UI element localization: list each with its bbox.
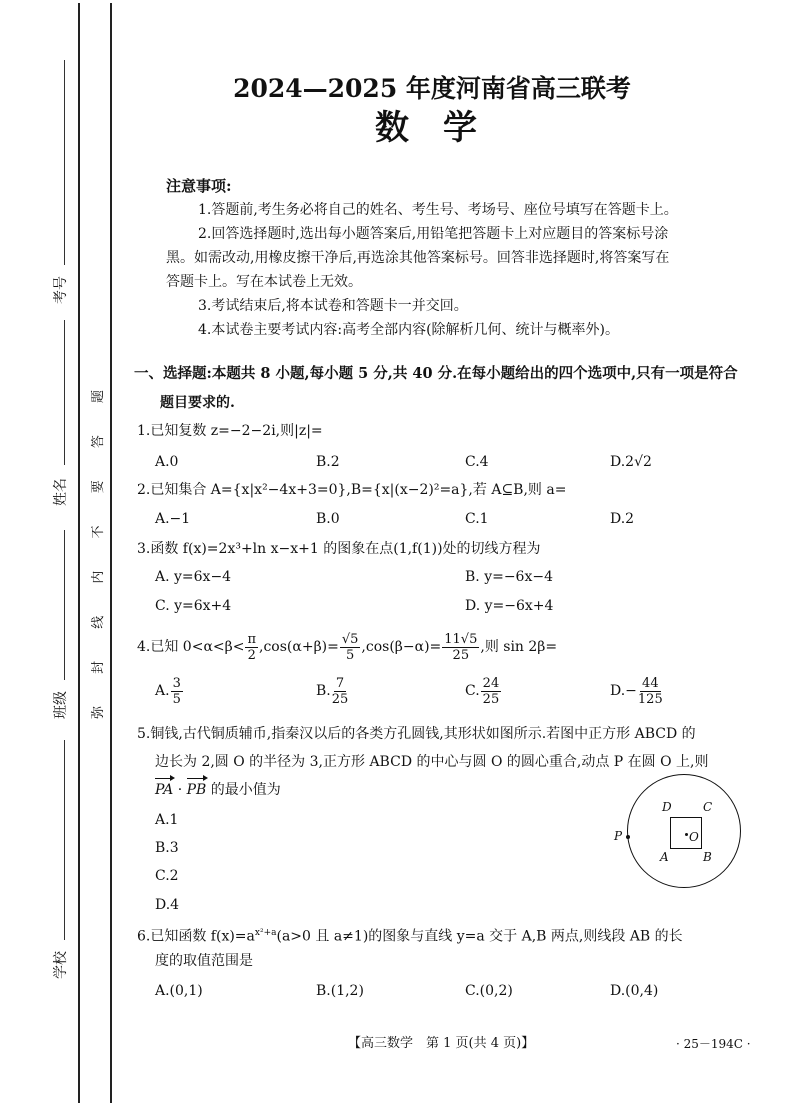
vector-pa: PA bbox=[155, 782, 174, 798]
label-c: C bbox=[703, 800, 713, 814]
numerator: 24 bbox=[482, 675, 500, 691]
option-label: C. bbox=[465, 683, 480, 699]
fraction bbox=[171, 676, 183, 707]
denominator: 125 bbox=[637, 691, 663, 707]
fraction bbox=[340, 632, 361, 663]
label-b: B bbox=[703, 850, 712, 864]
binding-line-outer bbox=[78, 3, 80, 1103]
question-6-stem bbox=[137, 923, 683, 947]
q3-option-c: C. y=6x+4 bbox=[155, 598, 232, 614]
question-1-stem: 1.已知复数 z=−2−2i,则|z|= bbox=[137, 423, 323, 439]
option-label: B. bbox=[316, 683, 331, 699]
question-5-stem-cont: 边长为 2,圆 O 的半径为 3,正方形 ABCD 的中心与圆 O 的圆心重合,动点 P 在圆 O 上,则 bbox=[155, 754, 709, 770]
section-heading: 一、选择题:本题共 8 小题,每小题 5 分,共 40 分.在每小题给出的四个选项中,只有一项是符合 bbox=[134, 365, 738, 382]
option-label: D.− bbox=[610, 683, 637, 699]
q3-option-b: B. y=−6x−4 bbox=[465, 569, 553, 585]
question-4-stem bbox=[137, 628, 557, 666]
denominator: 25 bbox=[331, 691, 349, 707]
center-point bbox=[685, 833, 688, 836]
footer-code: · 25－194C · bbox=[676, 1037, 751, 1051]
numerator: 3 bbox=[172, 675, 181, 691]
school-blank bbox=[64, 740, 65, 940]
q4-text: ,则 sin 2β= bbox=[480, 639, 558, 655]
q1-option-a: A.0 bbox=[155, 454, 179, 470]
denominator: 5 bbox=[172, 691, 181, 707]
q6-text: (a>0 且 a≠1)的图象与直线 y=a 交于 A,B 两点,则线段 AB 的长 bbox=[276, 928, 683, 945]
exam-title: 2024—2025 年度河南省高三联考 bbox=[233, 74, 631, 103]
q4-option-a bbox=[155, 672, 184, 710]
q1-option-b: B.2 bbox=[316, 454, 340, 470]
q5-option-a: A.1 bbox=[155, 812, 179, 828]
option-label: A. bbox=[155, 683, 170, 699]
q2-option-a: A.−1 bbox=[155, 511, 191, 527]
notice-heading: 注意事项: bbox=[166, 177, 232, 195]
q6-text: 6.已知函数 f(x)=a bbox=[137, 928, 255, 945]
fraction bbox=[245, 632, 258, 663]
point-p bbox=[626, 835, 630, 839]
label-p: P bbox=[614, 829, 623, 843]
notice-item: 3.考试结束后,将本试卷和答题卡一并交回。 bbox=[198, 298, 468, 314]
numerator: √5 bbox=[341, 631, 359, 647]
denominator: 25 bbox=[482, 691, 500, 707]
name-blank bbox=[64, 320, 65, 465]
notice-item: 2.回答选择题时,选出每小题答案后,用铅笔把答题卡上对应题目的答案标号涂 bbox=[198, 226, 669, 242]
denominator: 5 bbox=[346, 647, 355, 663]
q5-text: 的最小值为 bbox=[206, 782, 281, 798]
section-heading-cont: 题目要求的. bbox=[160, 395, 235, 411]
q2-option-d: D.2 bbox=[610, 511, 635, 527]
numerator: 11√5 bbox=[444, 631, 478, 647]
q4-option-b bbox=[316, 672, 349, 710]
seal-text: 弥 封 线 内 不 要 答 题 bbox=[90, 376, 106, 719]
label-a: A bbox=[660, 850, 669, 864]
question-5-stem-cont bbox=[155, 780, 281, 800]
binding-line-inner bbox=[110, 3, 112, 1103]
denominator: 25 bbox=[452, 647, 470, 663]
coin-figure bbox=[614, 772, 748, 892]
fraction bbox=[442, 632, 479, 663]
subject-title: 数 学 bbox=[375, 108, 477, 148]
fraction bbox=[332, 676, 349, 707]
q4-option-c bbox=[465, 672, 502, 710]
q6-option-c: C.(0,2) bbox=[465, 983, 513, 999]
fraction bbox=[481, 676, 502, 707]
numerator: π bbox=[247, 631, 257, 647]
q6-option-d: D.(0,4) bbox=[610, 983, 659, 999]
question-3-stem: 3.函数 f(x)=2x³+ln x−x+1 的图象在点(1,f(1))处的切线方程为 bbox=[137, 541, 541, 557]
q4-text: 4.已知 0<α<β< bbox=[137, 639, 245, 655]
q5-option-b: B.3 bbox=[155, 840, 179, 856]
label-o: O bbox=[689, 830, 699, 844]
notice-item: 1.答题前,考生务必将自己的姓名、考生号、考场号、座位号填写在答题卡上。 bbox=[198, 202, 678, 218]
q1-option-c: C.4 bbox=[465, 454, 489, 470]
exam-no-label: 考号 bbox=[53, 276, 69, 304]
footer-page-info: 【高三数学 第 1 页(共 4 页)】 bbox=[348, 1036, 535, 1051]
denominator: 2 bbox=[247, 647, 256, 663]
name-label: 姓名 bbox=[53, 478, 69, 506]
question-6-stem-cont: 度的取值范围是 bbox=[155, 953, 253, 969]
q5-option-c: C.2 bbox=[155, 868, 179, 884]
label-d: D bbox=[662, 800, 672, 814]
notice-item: 黑。如需改动,用橡皮擦干净后,再选涂其他答案标号。回答非选择题时,将答案写在 bbox=[166, 250, 670, 266]
dot-product: · bbox=[173, 782, 187, 798]
vector-pb: PB bbox=[186, 782, 207, 798]
question-2-stem: 2.已知集合 A={x|x²−4x+3=0},B={x|(x−2)²=a},若 A⊆B,则 a= bbox=[137, 482, 567, 498]
q4-text: ,cos(β−α)= bbox=[361, 639, 442, 655]
fraction bbox=[638, 676, 663, 707]
q3-option-d: D. y=−6x+4 bbox=[465, 598, 554, 614]
exponent: x²+a bbox=[254, 928, 277, 938]
class-blank bbox=[64, 530, 65, 680]
numerator: 44 bbox=[642, 675, 659, 691]
q5-option-d: D.4 bbox=[155, 897, 180, 913]
numerator: 7 bbox=[335, 675, 345, 691]
school-label: 学校 bbox=[53, 951, 69, 979]
q1-option-d: D.2√2 bbox=[610, 454, 652, 470]
notice-item: 4.本试卷主要考试内容:高考全部内容(除解析几何、统计与概率外)。 bbox=[198, 322, 619, 338]
class-label: 班级 bbox=[53, 691, 69, 719]
q6-option-b: B.(1,2) bbox=[316, 983, 364, 999]
q6-option-a: A.(0,1) bbox=[155, 983, 203, 999]
q2-option-c: C.1 bbox=[465, 511, 489, 527]
q2-option-b: B.0 bbox=[316, 511, 340, 527]
question-5-stem: 5.铜钱,古代铜质辅币,指秦汉以后的各类方孔圆钱,其形状如图所示.若图中正方形 ABCD 的 bbox=[137, 726, 696, 742]
q3-option-a: A. y=6x−4 bbox=[155, 569, 232, 585]
notice-item: 答题卡上。写在本试卷上无效。 bbox=[166, 274, 362, 290]
q4-option-d bbox=[610, 672, 664, 710]
q4-text: ,cos(α+β)= bbox=[259, 639, 339, 655]
